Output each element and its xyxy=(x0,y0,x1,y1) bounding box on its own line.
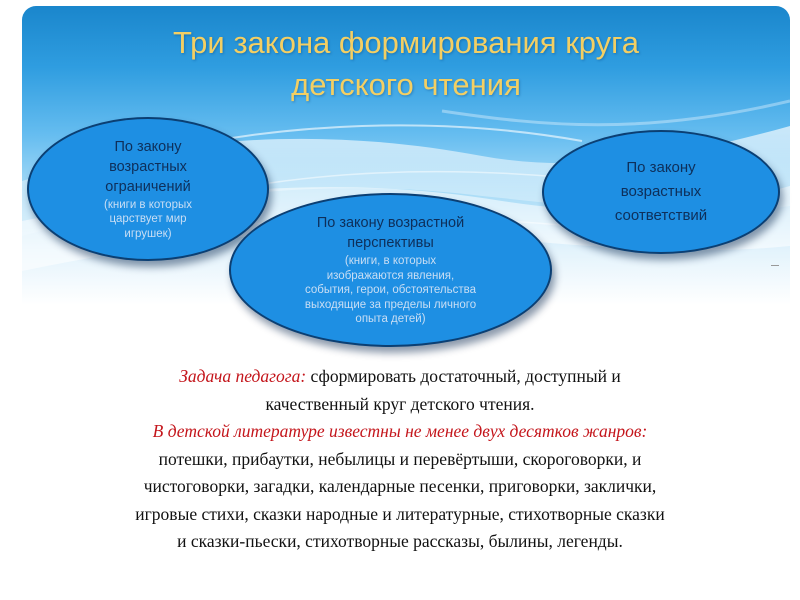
law-age-perspective-title xyxy=(317,213,464,253)
law-2-note-line: опыта детей) xyxy=(355,313,426,326)
law-3-title-line: возрастных xyxy=(620,183,702,200)
law-age-restrictions-title xyxy=(105,137,190,197)
law-2-note-line: изображаются явления, xyxy=(326,269,455,282)
law-1-title-line: ограничений xyxy=(105,178,191,195)
law-1-title-line: По закону xyxy=(114,138,182,155)
divider-mark xyxy=(771,265,779,266)
law-2-note-line: (книги, в которых xyxy=(344,255,437,268)
law-2-note-line: выходящие за пределы личного xyxy=(304,298,477,311)
task-label: Задача педагога: xyxy=(179,366,307,386)
title-line-2: детского чтения xyxy=(291,67,521,102)
law-3-title-line: По закону xyxy=(626,159,696,176)
law-1-title-line: возрастных xyxy=(109,158,187,175)
genres-line-2: чистоговорки, загадки, календарные песенки, приговорки, заклички, xyxy=(143,476,657,496)
law-age-perspective-note xyxy=(305,254,476,327)
task-line-1 xyxy=(40,363,760,391)
task-text-1: сформировать достаточный, доступный и xyxy=(306,366,621,386)
law-age-restrictions-note xyxy=(104,198,192,242)
body-text xyxy=(40,363,760,556)
law-2-note-line: события, герои, обстоятельства xyxy=(304,284,476,297)
law-1-note-line: (книги в которых xyxy=(103,198,192,211)
title-line-1: Три закона формирования круга xyxy=(172,25,640,60)
law-age-restrictions-ellipse xyxy=(27,117,269,261)
law-age-correspondence-title xyxy=(615,156,707,228)
law-age-correspondence-ellipse xyxy=(542,130,780,254)
slide-title xyxy=(22,22,790,106)
law-1-note-line: царствует мир xyxy=(109,213,187,226)
genres-heading: В детской литературе известны не менее двух десятков жанров: xyxy=(152,421,648,441)
genres-line-1: потешки, прибаутки, небылицы и перевёртыши, скороговорки, и xyxy=(158,448,642,469)
law-2-title-line: перспективы xyxy=(347,235,434,252)
task-line-2: качественный круг детского чтения. xyxy=(265,393,535,414)
genres-line-4: и сказки-пьески, стихотворные рассказы, былины, легенды. xyxy=(177,531,623,551)
law-age-perspective-ellipse xyxy=(229,193,552,347)
genres-line-3: игровые стихи, сказки народные и литературные, стихотворные сказки xyxy=(135,503,665,524)
law-1-note-line: игрушек) xyxy=(124,227,172,240)
law-3-title-line: соответствий xyxy=(614,207,708,224)
law-2-title-line: По закону возрастной xyxy=(316,215,465,232)
